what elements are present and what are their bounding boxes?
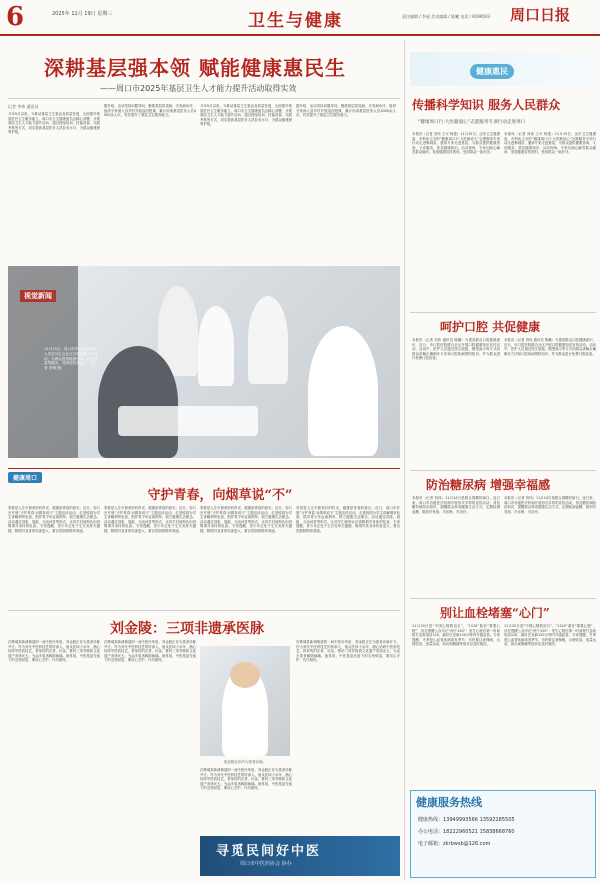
youth-body-col1: 青春是人生中最美好的时光，健康是青春的基石。近日，周口市开展“守护青春 向烟草说不”主题宣传活动，走进校园为学生讲解烟草危害，倡导青少年远离烟草，树立健康生活理念。活动通过讲座、展板、互动问答等形式，让同学们深刻认识到吸烟对身体的危害。专家提醒，青少年正处于生长发育关键期，吸烟对其身体伤害更大，要自觉抵制烟草诱惑。 bbox=[8, 506, 100, 533]
youth-body-col4: 青春是人生中最美好的时光，健康是青春的基石。近日，周口市开展“守护青春 向烟草说不”主题宣传活动，走进校园为学生讲解烟草危害，倡导青少年远离烟草，树立健康生活理念。活动通过讲座、展板、互动问答等形式，让同学们深刻认识到吸烟对身体的危害。专家提醒，青少年正处于生长发育关键期，吸烟对其身体伤害更大，要自觉抵制烟草诱惑。 bbox=[296, 506, 400, 533]
hotline-email: 电子邮箱：zkrbwsb@126.com bbox=[418, 841, 491, 847]
youth-body-col2: 青春是人生中最美好的时光，健康是青春的基石。近日，周口市开展“守护青春 向烟草说不”主题宣传活动，走进校园为学生讲解烟草危害，倡导青少年远离烟草，树立健康生活理念。活动通过讲座、展板、互动问答等形式，让同学们深刻认识到吸烟对身体的危害。专家提醒，青少年正处于生长发育关键期，吸烟对其身体伤害更大，要自觉抵制烟草诱惑。 bbox=[104, 506, 196, 533]
science-body-col1: 本报讯（记者 刘伟 王可 杨建）11月15日，由市卫生健康委、市科协主办的“健康周口行·大医献爱心”志愿服务专项行动走进郸城县，邀请专家走进基层，为群众提供健康咨询、义诊服务，普及健康知识。活动现场，专家们耐心解答群众疑问，发放健康宣传资料，受到群众一致好评。 bbox=[412, 132, 500, 155]
banner-tag: 健康惠民 bbox=[470, 64, 514, 79]
liu-body-col1: 在郸城县新城街道的一间中医诊所里，刘金陵正在为患者诊脉开方。作为刘氏中医药技艺的传承人，他从医四十余年，潜心钻研中医药技艺，将家传的正骨、针灸、膏药三项非物质文化遗产发扬光大，为众多患者解除病痛。他常说，中医是祖先留下的宝贵财富，要用心守护、代代相传。 bbox=[8, 640, 100, 663]
newspaper-logo: 周口日报 bbox=[510, 6, 571, 24]
photo-caption: 11月15日，周口市中心医院医务人员在川汇区社区开展健康义诊活动，为群众提供健康咨询、血压测量等服务，受到居民欢迎。 （记者 李梅 摄） bbox=[44, 347, 98, 371]
hotline-office-phone: 办公电话：18222960521 15838668760 bbox=[418, 829, 515, 835]
main-body-col2: 据介绍，活动坚持问题导向，聚焦基层常见病、多发病诊疗，组织专家深入县乡村开展巡回授课，累计培训基层医务人员3000余人次，有效提升了基层卫生服务能力。 bbox=[104, 104, 196, 118]
main-byline: 记者 李伟 通讯员 bbox=[8, 104, 39, 109]
science-subheadline: “健康周口行·大医献爱心”志愿服务专项行动走进周口 bbox=[418, 120, 526, 125]
heart-body-col1: 11月20日是“中国心梗救治日”，“1120”谐音“要要心梗”，旨在提醒公众牢记“两个120”：发生心梗后第一时间拨打急救电话120，最好在发病120分钟内开通血管。专家提醒，冬季是心血管疾病高发季节，市民要注意保暖，合理饮食，适量运动，如出现胸痛等症状应及时就医。 bbox=[412, 624, 500, 647]
column-divider bbox=[404, 40, 405, 880]
section-title: 卫生与健康 bbox=[248, 11, 343, 31]
youth-body-col3: 青春是人生中最美好的时光，健康是青春的基石。近日，周口市开展“守护青春 向烟草说不”主题宣传活动，走进校园为学生讲解烟草危害，倡导青少年远离烟草，树立健康生活理念。活动通过讲座、展板、互动问答等形式，让同学们深刻认识到吸烟对身体的危害。专家提醒，青少年正处于生长发育关键期，吸烟对其身体伤害更大，要自觉抵制烟草诱惑。 bbox=[200, 506, 292, 533]
page-number: 6 bbox=[6, 2, 25, 32]
heart-headline: 别让血栓堵塞“心门” bbox=[440, 606, 550, 620]
heart-body-col2: 11月20日是“中国心梗救治日”，“1120”谐音“要要心梗”，旨在提醒公众牢记“两个120”：发生心梗后第一时间拨打急救电话120，最好在发病120分钟内开通血管。专家提醒，冬季是心血管疾病高发季节，市民要注意保暖，合理饮食，适量运动，如出现胸痛等症状应及时就医。 bbox=[504, 624, 596, 647]
main-headline: 深耕基层强本领 赋能健康惠民生 bbox=[44, 56, 346, 80]
youth-headline: 守护青春，向烟草说“不” bbox=[147, 488, 293, 503]
liu-body-col3: 在郸城县新城街道的一间中医诊所里，刘金陵正在为患者诊脉开方。作为刘氏中医药技艺的传承人，他从医四十余年，潜心钻研中医药技艺，将家传的正骨、针灸、膏药三项非物质文化遗产发扬光大，为众多患者解除病痛。他常说，中医是祖先留下的宝贵财富，要用心守护、代代相传。 bbox=[200, 768, 292, 791]
liu-body-col2: 在郸城县新城街道的一间中医诊所里，刘金陵正在为患者诊脉开方。作为刘氏中医药技艺的传承人，他从医四十余年，潜心钻研中医药技艺，将家传的正骨、针灸、膏药三项非物质文化遗产发扬光大，为众多患者解除病痛。他常说，中医是祖先留下的宝贵财富，要用心守护、代代相传。 bbox=[104, 640, 196, 663]
editor-credits: 责任编辑 / 李丽 美术编辑 / 陈曦 电话 / 8199503 bbox=[402, 14, 491, 19]
divider bbox=[8, 468, 400, 469]
main-body-col4: 据介绍，活动坚持问题导向，聚焦基层常见病、多发病诊疗，组织专家深入县乡村开展巡回授课，累计培训基层医务人员3000余人次，有效提升了基层卫生服务能力。 bbox=[296, 104, 396, 118]
science-headline: 传播科学知识 服务人民群众 bbox=[412, 98, 561, 112]
health-zhoukou-tag: 健康周口 bbox=[8, 472, 42, 483]
oral-body-col2: 本报讯（记者 刘伟 通讯员 陈鹏）为提高群众口腔健康意识，近日，市口腔医院联合社区开展口腔健康知识宣传活动。活动中，医护人员通过图文展板、模型演示等方式向群众讲解正确刷牙方法和口腔疾病预防知识，并为群众进行免费口腔检查。 bbox=[504, 338, 596, 356]
divider bbox=[410, 470, 596, 471]
main-body-col3: 今年9月以来，为推动基层卫生事业高质量发展，全面提升基层医疗卫生服务能力，周口市卫生健康委员会精心部署，开展基层卫生人才能力提升活动，通过理论培训、技能竞赛、实践考核等方式，切实提高基层医务人员业务水平，为群众健康保驾护航。 bbox=[200, 104, 292, 127]
science-body-col2: 本报讯（记者 刘伟 王可 杨建）11月15日，由市卫生健康委、市科协主办的“健康周口行·大医献爱心”志愿服务专项行动走进郸城县，邀请专家走进基层，为群众提供健康咨询、义诊服务，普及健康知识。活动现场，专家们耐心解答群众疑问，发放健康宣传资料，受到群众一致好评。 bbox=[504, 132, 596, 155]
liu-photo-caption: 刘金陵在诊所为患者诊脉。 bbox=[223, 760, 267, 764]
header-rule bbox=[0, 34, 600, 36]
photo-section-label: 视觉新闻 bbox=[20, 290, 56, 302]
divider bbox=[410, 312, 596, 313]
divider bbox=[8, 98, 400, 99]
liu-portrait-photo bbox=[200, 646, 290, 756]
diabetes-body-col1: 本报讯（记者 刘伟）11月14日是联合国糖尿病日。连日来，周口市各级医疗机构开展形式多样的宣传活动，普及糖尿病防治知识，提醒群众养成健康生活方式，定期检测血糖，做到早发现、早诊断、早治疗。 bbox=[412, 496, 500, 514]
liu-body-col4: 在郸城县新城街道的一间中医诊所里，刘金陵正在为患者诊脉开方。作为刘氏中医药技艺的传承人，他从医四十余年，潜心钻研中医药技艺，将家传的正骨、针灸、膏药三项非物质文化遗产发扬光大，为众多患者解除病痛。他常说，中医是祖先留下的宝贵财富，要用心守护、代代相传。 bbox=[296, 640, 400, 663]
diabetes-body-col2: 本报讯（记者 刘伟）11月14日是联合国糖尿病日。连日来，周口市各级医疗机构开展形式多样的宣传活动，普及糖尿病防治知识，提醒群众养成健康生活方式，定期检测血糖，做到早发现、早诊断、早治疗。 bbox=[504, 496, 596, 514]
tcm-banner-title: 寻觅民间好中医 bbox=[216, 844, 322, 859]
issue-date: 2025年 11月 19日 星期三 bbox=[52, 11, 113, 17]
oral-headline: 呵护口腔 共促健康 bbox=[440, 320, 541, 334]
hotline-phone: 健康热线：13949993566 13592285505 bbox=[418, 817, 515, 823]
main-subheadline: ——周口市2025年基层卫生人才能力提升活动取得实效 bbox=[100, 84, 297, 93]
tcm-banner-subtitle: 周口市中医药协会 协办 bbox=[240, 861, 292, 867]
divider bbox=[410, 598, 596, 599]
main-body-col1: 今年9月以来，为推动基层卫生事业高质量发展，全面提升基层医疗卫生服务能力，周口市卫生健康委员会精心部署，开展基层卫生人才能力提升活动，通过理论培训、技能竞赛、实践考核等方式，切实提高基层医务人员业务水平，为群众健康保驾护航。 bbox=[8, 112, 100, 135]
divider bbox=[8, 610, 400, 611]
hotline-title: 健康服务热线 bbox=[416, 796, 482, 809]
diabetes-headline: 防治糖尿病 增强幸福感 bbox=[426, 478, 551, 492]
oral-body-col1: 本报讯（记者 刘伟 通讯员 陈鹏）为提高群众口腔健康意识，近日，市口腔医院联合社区开展口腔健康知识宣传活动。活动中，医护人员通过图文展板、模型演示等方式向群众讲解正确刷牙方法和口腔疾病预防知识，并为群众进行免费口腔检查。 bbox=[412, 338, 500, 361]
liu-headline: 刘金陵：三项非遗承医脉 bbox=[110, 621, 264, 637]
